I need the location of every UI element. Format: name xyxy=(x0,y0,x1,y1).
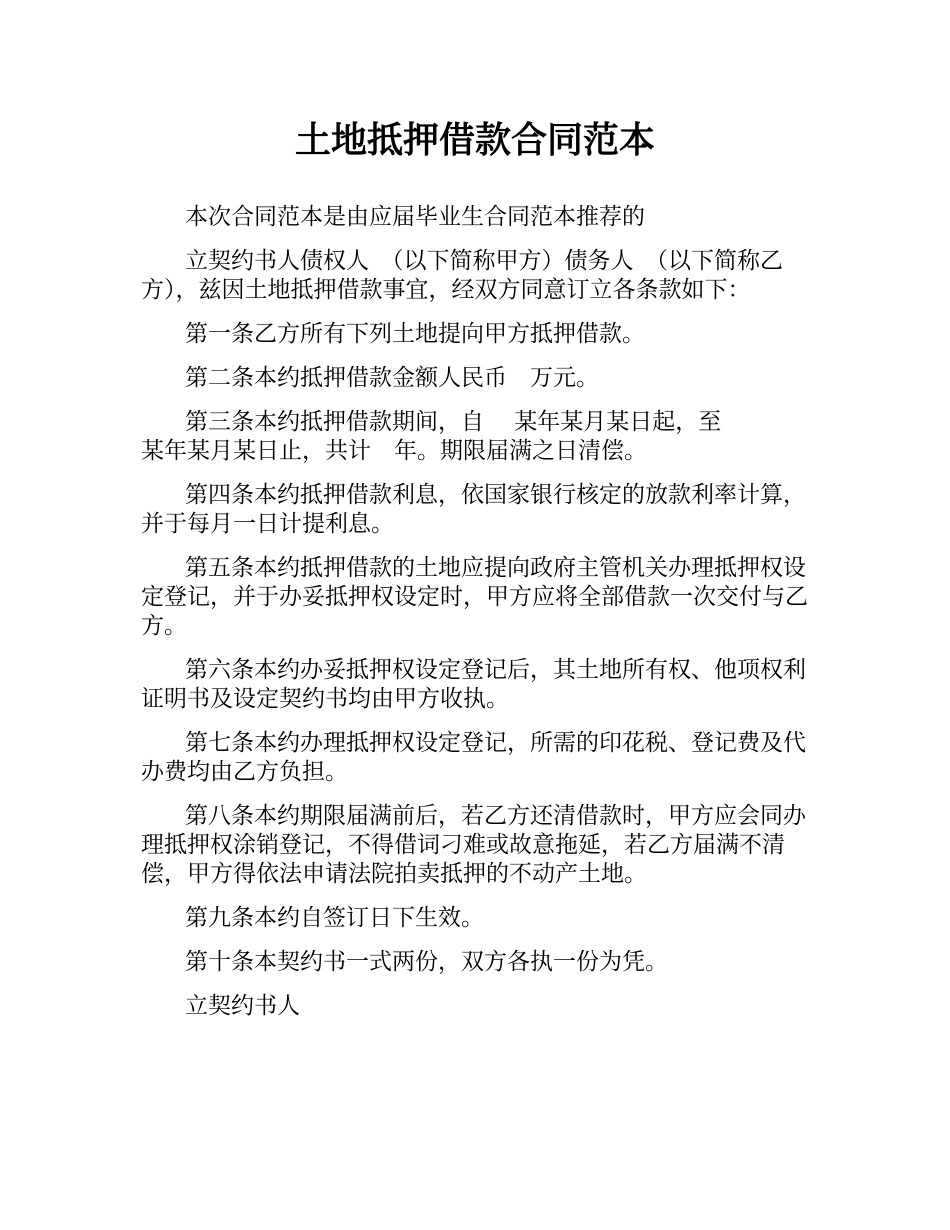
paragraph-article-4: 第四条本约抵押借款利息，依国家银行核定的放款利率计算，并于每月一日计提利息。 xyxy=(141,482,806,537)
paragraph-article-10: 第十条本契约书一式两份，双方各执一份为凭。 xyxy=(185,949,668,975)
paragraph-article-5: 第五条本约抵押借款的土地应提向政府主管机关办理抵押权设定登记，并于办妥抵押权设定时，甲方应将全部借款一次交付与乙方。 xyxy=(141,555,808,639)
document-title: 土地抵押借款合同范本 xyxy=(294,120,655,161)
paragraph-article-1: 第一条乙方所有下列土地提向甲方抵押借款。 xyxy=(185,321,645,347)
paragraph-article-7: 第七条本约办理抵押权设定登记，所需的印花税、登记费及代办费均由乙方负担。 xyxy=(141,730,806,785)
paragraph-article-9: 第九条本约自签订日下生效。 xyxy=(185,905,484,931)
paragraph-article-2: 第二条本约抵押借款金额人民币 万元。 xyxy=(185,365,599,391)
paragraph-article-6: 第六条本约办妥抵押权设定登记后，其土地所有权、他项权利证明书及设定契约书均由甲方收执。 xyxy=(141,657,806,712)
document-body xyxy=(141,203,811,1036)
paragraph-parties: 立契约书人债权人 （以下简称甲方）债务人 （以下简称乙方），兹因土地抵押借款事宜，经双方同意订立各条款如下： xyxy=(141,248,783,303)
paragraph-signatory: 立契约书人 xyxy=(185,993,300,1019)
paragraph-intro: 本次合同范本是由应届毕业生合同范本推荐的 xyxy=(185,204,645,230)
paragraph-article-8: 第八条本约期限届满前后，若乙方还清借款时，甲方应会同办理抵押权涂销登记，不得借词刁难或故意拖延，若乙方届满不清偿，甲方得依法申请法院拍卖抵押的不动产土地。 xyxy=(141,803,806,887)
paragraph-article-3: 第三条本约抵押借款期间，自 某年某月某日起，至 某年某月某日止，共计 年。期限届满之日清偿。 xyxy=(141,409,791,464)
